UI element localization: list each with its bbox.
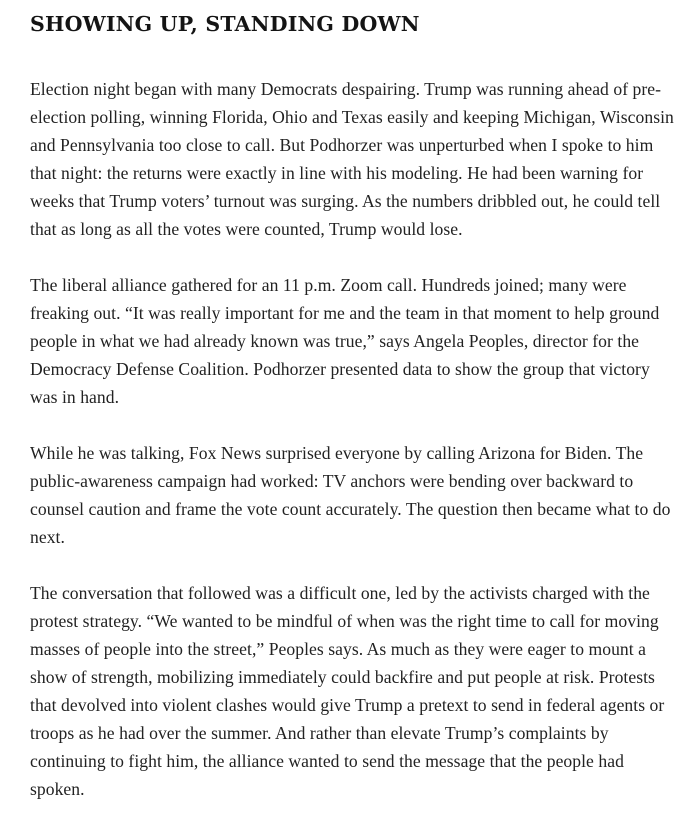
- paragraph-fox-news-arizona: While he was talking, Fox News surprised everyone by calling Arizona for Biden. The public-awareness campaign had worked: TV anchors were bending over backward to counsel caution and frame the vote count accurately. The question then became what to do next.: [30, 443, 671, 547]
- section-heading: SHOWING UP, STANDING DOWN: [30, 12, 420, 36]
- paragraph-protest-strategy: The conversation that followed was a difficult one, led by the activists charged with the protest strategy. “We wanted to be mindful of when was the right time to call for moving masses of people into the street,” Peoples says. As much as they were eager to mount a show of strength, mobilizing immediately could backfire and put people at risk. Protests that devolved into violent clashes would give Trump a pretext to send in federal agents or troops as he had over the summer. And rather than elevate Trump’s complaints by continuing to fight him, the alliance wanted to send the message that the people had spoken.: [30, 583, 665, 799]
- article-body: [30, 0, 680, 803]
- paragraph-election-night: Election night began with many Democrats despairing. Trump was running ahead of pre-election polling, winning Florida, Ohio and Texas easily and keeping Michigan, Wisconsin and Pennsylvania too close to call. But Podhorzer was unperturbed when I spoke to him that night: the returns were exactly in line with his modeling. He had been warning for weeks that Trump voters’ turnout was surging. As the numbers dribbled out, he could tell that as long as all the votes were counted, Trump would lose.: [30, 79, 674, 239]
- paragraph-zoom-call: The liberal alliance gathered for an 11 p.m. Zoom call. Hundreds joined; many were freaking out. “It was really important for me and the team in that moment to help ground people in what we had already known was true,” says Angela Peoples, director for the Democracy Defense Coalition. Podhorzer presented data to show the group that victory was in hand.: [30, 275, 660, 407]
